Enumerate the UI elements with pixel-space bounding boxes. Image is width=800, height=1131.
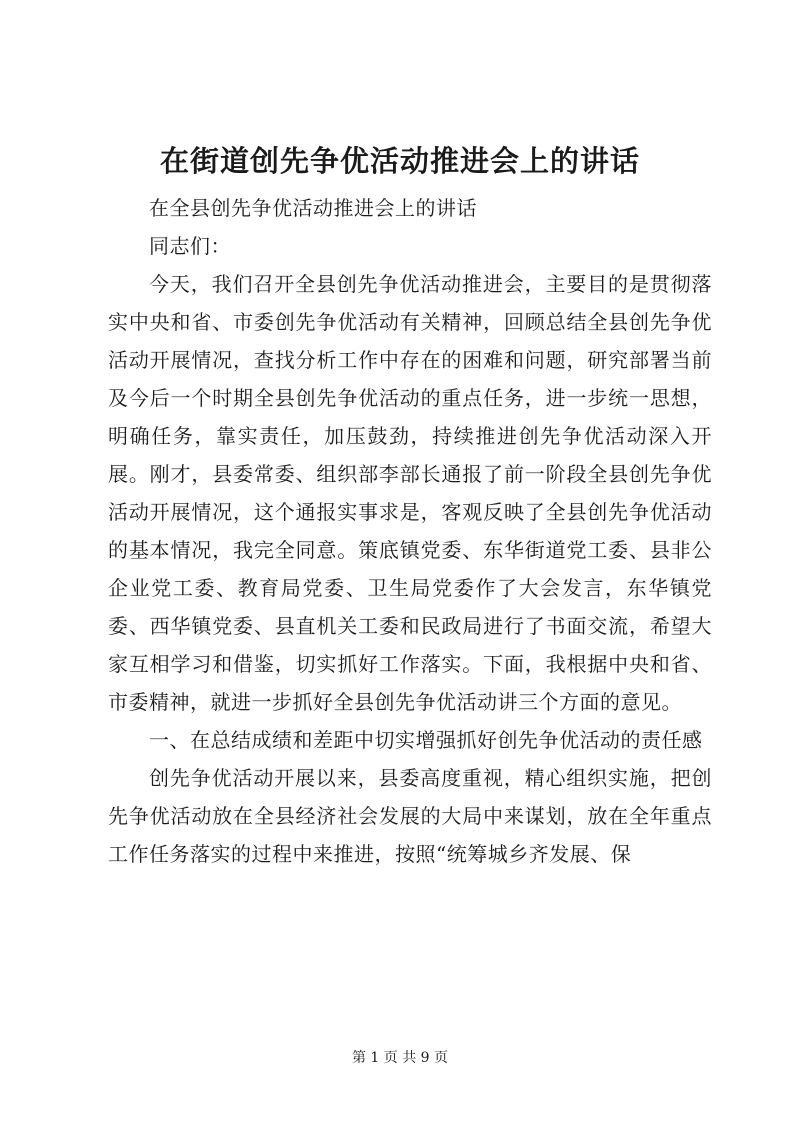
body-paragraph: 创先争优活动开展以来，县委高度重视，精心组织实施，把创先争优活动放在全县经济社会发展的大局中来谋划，放在全年重点工作任务落实的过程中来推进，按照“统筹城乡齐发展、保 <box>108 766 712 866</box>
page-number-footer: 第 1 页 共 9 页 <box>351 1050 449 1066</box>
subtitle-paragraph: 在全县创先争优活动推进会上的讲话 <box>149 196 477 220</box>
body-paragraph: 今天，我们召开全县创先争优活动推进会，主要目的是贯彻落实中央和省、市委创先争优活动有关精神，回顾总结全县创先争优活动开展情况，查找分析工作中存在的困难和问题，研究部署当前及今后一个时期全县创先争优活动的重点任务，进一步统一思想，明确任务，靠实责任，加压鼓劲，持续推进创先争优活动深入开展。刚才，县委常委、组织部李部长通报了前一阶段全县创先争优活动开展情况，这个通报实事求是，客观反映了全县创先争优活动的基本情况，我完全同意。策底镇党委、东华街道党工委、县非公企业党工委、教育局党委、卫生局党委作了大会发言，东华镇党委、西华镇党委、县直机关工委和民政局进行了书面交流，希望大家互相学习和借鉴，切实抓好工作落实。下面，我根据中央和省、市委精神，就进一步抓好全县创先争优活动讲三个方面的意见。 <box>108 272 712 714</box>
section-heading: 一、在总结成绩和差距中切实增强抓好创先争优活动的责任感 <box>149 728 703 752</box>
document-body <box>108 189 712 873</box>
salutation-paragraph: 同志们： <box>149 234 231 258</box>
document-title: 在街道创先争优活动推进会上的讲话 <box>159 144 640 178</box>
